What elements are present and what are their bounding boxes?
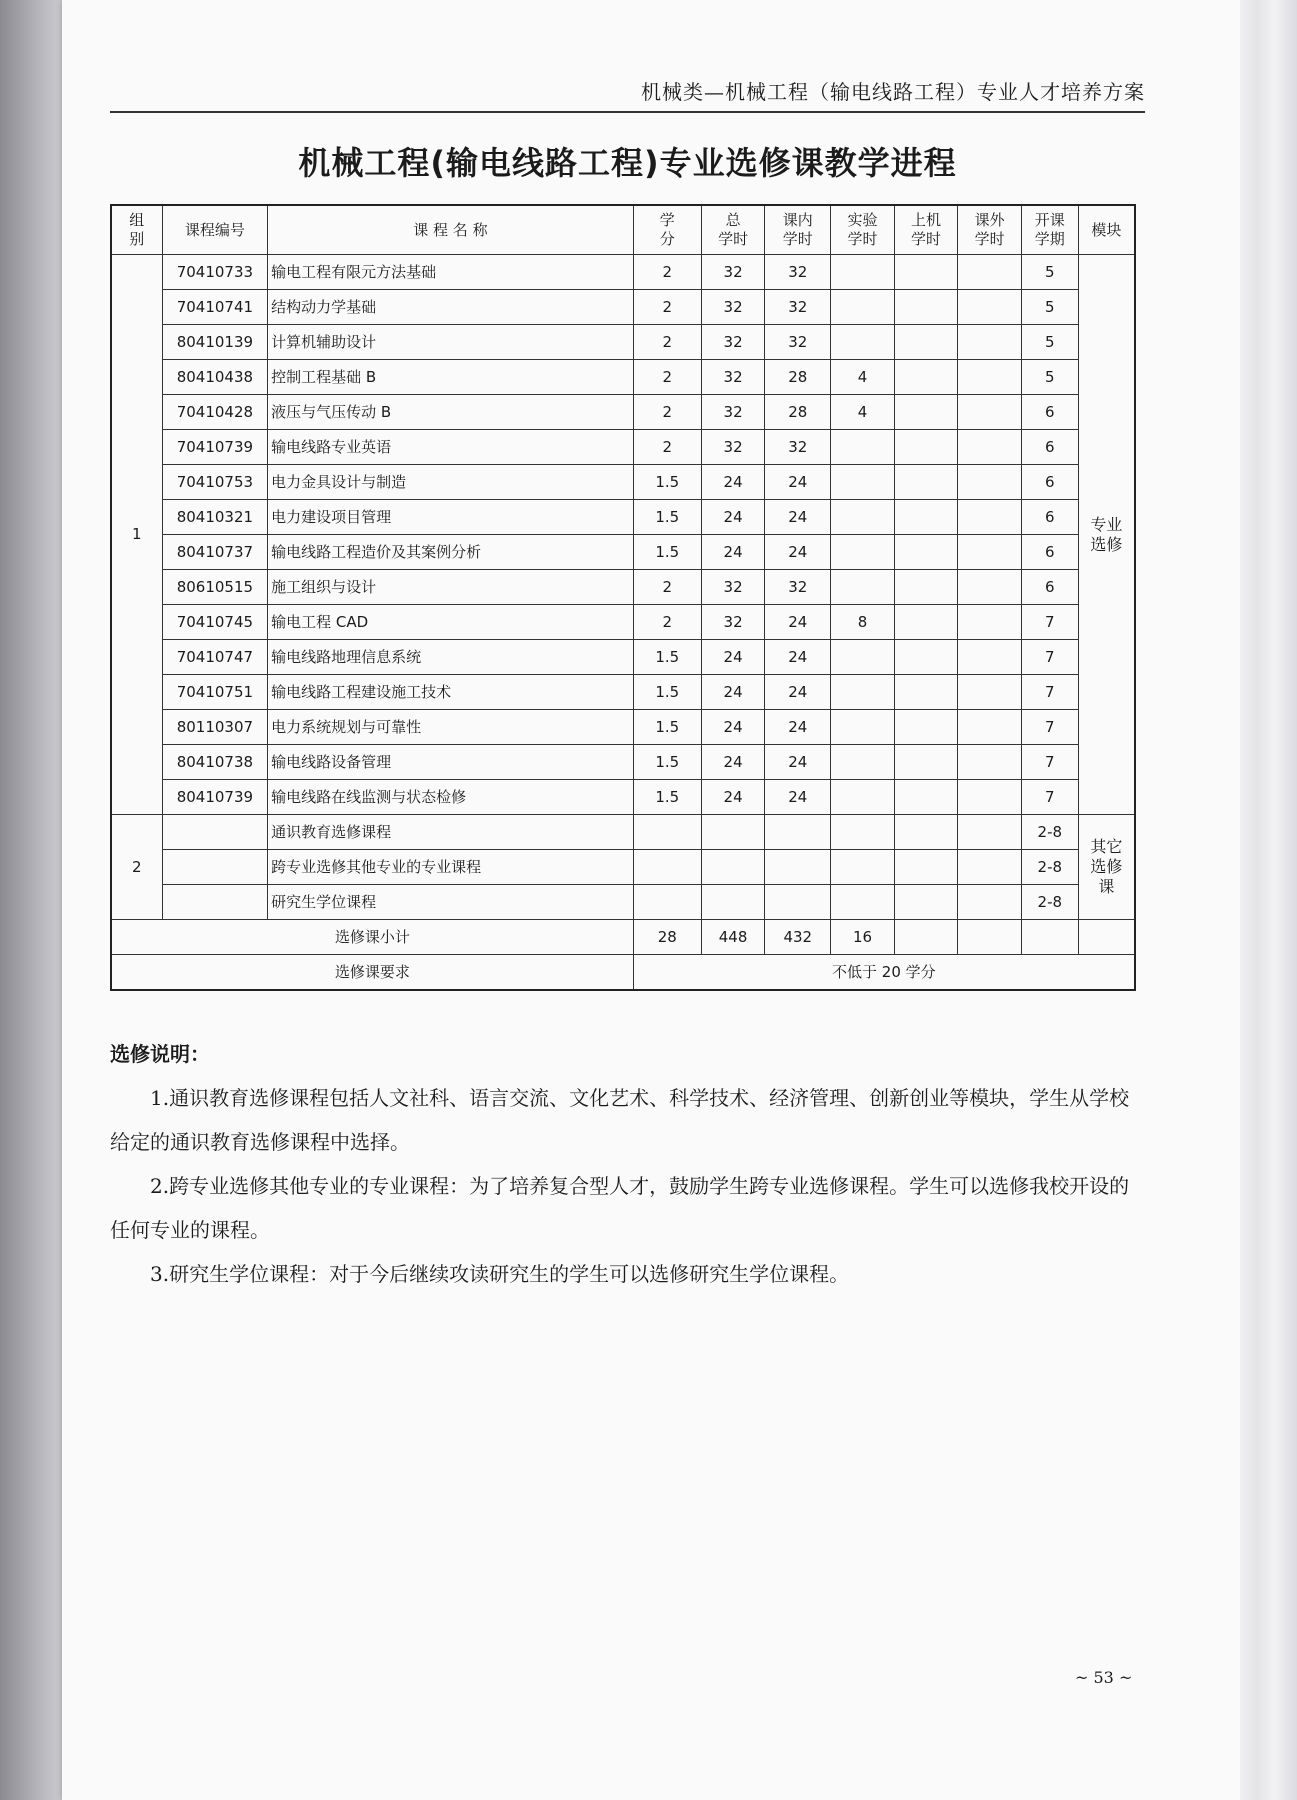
course-name-cell: 控制工程基础 B [268,360,634,395]
table-cell [831,640,895,675]
course-name-cell: 计算机辅助设计 [268,325,634,360]
table-cell [831,535,895,570]
subtotal-cell: 16 [831,920,895,955]
table-cell [831,500,895,535]
table-cell [894,430,958,465]
requirement-label: 选修课要求 [111,955,633,991]
table-cell: 32 [765,430,831,465]
table-cell [894,850,958,885]
column-header: 实验 学时 [831,205,895,255]
table-cell: 2-8 [1021,885,1078,920]
subtotal-cell: 432 [765,920,831,955]
table-cell: 7 [1021,780,1078,815]
table-header-row [111,205,1135,255]
table-cell: 6 [1021,430,1078,465]
table-cell [831,290,895,325]
table-row [111,570,1135,605]
table-cell [958,675,1022,710]
table-row [111,885,1135,920]
table-cell: 6 [1021,465,1078,500]
table-cell: 4 [831,395,895,430]
table-cell: 24 [765,710,831,745]
course-code-cell: 70410751 [162,675,268,710]
table-cell: 24 [701,500,765,535]
table-cell [958,535,1022,570]
course-code-cell: 70410753 [162,465,268,500]
table-row [111,500,1135,535]
table-cell: 2 [633,570,701,605]
course-name-cell: 输电工程有限元方法基础 [268,255,634,290]
course-name-cell: 施工组织与设计 [268,570,634,605]
table-cell [958,850,1022,885]
course-code-cell: 70410747 [162,640,268,675]
table-cell [894,920,958,955]
table-cell [958,570,1022,605]
table-cell: 24 [765,605,831,640]
table-cell: 32 [701,360,765,395]
table-cell: 2 [633,360,701,395]
column-header: 模块 [1078,205,1135,255]
table-cell [958,745,1022,780]
table-cell [894,780,958,815]
table-cell: 2-8 [1021,850,1078,885]
table-cell [894,465,958,500]
table-cell: 32 [765,570,831,605]
table-cell [894,815,958,850]
table-cell [894,535,958,570]
table-row [111,395,1135,430]
table-cell: 6 [1021,570,1078,605]
table-cell: 7 [1021,675,1078,710]
table-row [111,675,1135,710]
table-cell [958,885,1022,920]
table-cell [831,325,895,360]
table-cell: 6 [1021,535,1078,570]
table-cell [958,500,1022,535]
table-cell [958,290,1022,325]
table-cell [958,430,1022,465]
course-code-cell: 80410739 [162,780,268,815]
table-cell [894,570,958,605]
table-cell [831,745,895,780]
table-cell [894,255,958,290]
notes-section [110,1032,1140,1296]
table-cell: 32 [765,255,831,290]
table-cell [894,360,958,395]
table-cell: 2 [633,605,701,640]
table-cell: 24 [701,640,765,675]
table-cell [894,640,958,675]
table-row [111,325,1135,360]
table-cell: 7 [1021,605,1078,640]
table-cell: 7 [1021,640,1078,675]
table-cell: 1.5 [633,675,701,710]
subtotal-cell: 448 [701,920,765,955]
course-name-cell: 输电线路工程建设施工技术 [268,675,634,710]
table-cell: 24 [765,535,831,570]
group-cell: 1 [111,255,162,815]
course-name-cell: 通识教育选修课程 [268,815,634,850]
table-cell: 2 [633,255,701,290]
table-cell [831,430,895,465]
group-cell: 2 [111,815,162,920]
course-code-cell: 80410321 [162,500,268,535]
column-header: 总 学时 [701,205,765,255]
table-cell [894,605,958,640]
table-cell [831,255,895,290]
table-cell: 7 [1021,745,1078,780]
table-cell: 2-8 [1021,815,1078,850]
table-row [111,360,1135,395]
column-header: 组 别 [111,205,162,255]
table-cell: 28 [765,395,831,430]
subtotal-label: 选修课小计 [111,920,633,955]
table-cell: 32 [701,325,765,360]
table-cell: 5 [1021,360,1078,395]
table-cell: 1.5 [633,745,701,780]
table-row [111,745,1135,780]
table-cell: 32 [701,605,765,640]
table-cell: 1.5 [633,780,701,815]
course-code-cell: 80610515 [162,570,268,605]
table-row [111,465,1135,500]
table-cell [633,885,701,920]
requirement-row [111,955,1135,991]
note-item: 1.通识教育选修课程包括人文社科、语言交流、文化艺术、科学技术、经济管理、创新创业等模块，学生从学校给定的通识教育选修课程中选择。 [110,1086,1130,1154]
table-cell [831,465,895,500]
course-code-cell: 80410738 [162,745,268,780]
table-cell [958,815,1022,850]
page-title: 机械工程(输电线路工程)专业选修课教学进程 [298,144,957,182]
table-cell [958,360,1022,395]
column-header: 课内 学时 [765,205,831,255]
course-code-cell: 80410139 [162,325,268,360]
column-header: 课外 学时 [958,205,1022,255]
table-cell: 24 [765,675,831,710]
table-cell [958,465,1022,500]
table-cell: 6 [1021,395,1078,430]
module-cell: 专业 选修 [1078,255,1135,815]
table-cell: 32 [701,570,765,605]
table-cell: 6 [1021,500,1078,535]
table-cell: 1.5 [633,535,701,570]
column-header: 开课 学期 [1021,205,1078,255]
table-cell [831,885,895,920]
table-cell [1021,920,1078,955]
course-name-cell: 结构动力学基础 [268,290,634,325]
table-cell [831,780,895,815]
table-cell: 24 [765,745,831,780]
table-cell [831,570,895,605]
table-cell [958,920,1022,955]
table-cell: 2 [633,325,701,360]
table-cell: 32 [765,325,831,360]
table-row [111,290,1135,325]
table-cell [633,850,701,885]
course-name-cell: 研究生学位课程 [268,885,634,920]
table-cell [701,815,765,850]
course-name-cell: 电力建设项目管理 [268,500,634,535]
table-cell [894,290,958,325]
table-cell: 5 [1021,290,1078,325]
table-cell [633,815,701,850]
table-cell [765,850,831,885]
table-row [111,710,1135,745]
table-cell: 1.5 [633,500,701,535]
table-cell [958,780,1022,815]
page-shadow-left [0,0,70,1800]
course-code-cell: 80410737 [162,535,268,570]
table-cell [765,815,831,850]
table-cell [958,605,1022,640]
course-code-cell: 80410438 [162,360,268,395]
column-header: 学 分 [633,205,701,255]
table-cell [831,850,895,885]
table-row [111,430,1135,465]
table-cell: 32 [701,290,765,325]
course-code-cell: 70410741 [162,290,268,325]
table-cell: 24 [701,535,765,570]
table-cell [958,325,1022,360]
page-number: ~ 53 ~ [1075,1668,1133,1687]
running-header: 机械类—机械工程（输电线路工程）专业人才培养方案 [110,76,1145,113]
course-code-cell [162,885,268,920]
table-cell: 1.5 [633,710,701,745]
table-cell [958,255,1022,290]
table-row [111,255,1135,290]
table-cell: 2 [633,290,701,325]
course-code-cell: 70410733 [162,255,268,290]
course-name-cell: 输电线路地理信息系统 [268,640,634,675]
table-cell: 2 [633,430,701,465]
course-name-cell: 电力金具设计与制造 [268,465,634,500]
table-cell: 5 [1021,325,1078,360]
table-cell [701,885,765,920]
table-cell: 1.5 [633,640,701,675]
table-cell: 24 [765,500,831,535]
table-cell: 32 [701,430,765,465]
table-cell [831,675,895,710]
requirement-value: 不低于 20 学分 [633,955,1135,991]
course-code-cell: 80110307 [162,710,268,745]
table-row [111,535,1135,570]
table-cell: 32 [765,290,831,325]
subtotal-cell: 28 [633,920,701,955]
table-cell [894,710,958,745]
table-cell: 24 [701,675,765,710]
table-cell [831,710,895,745]
page-stack-right [1240,0,1297,1800]
table-cell: 24 [765,780,831,815]
table-row [111,780,1135,815]
course-code-cell: 70410428 [162,395,268,430]
table-row [111,605,1135,640]
table-cell: 32 [701,395,765,430]
course-code-cell: 70410745 [162,605,268,640]
table-row [111,640,1135,675]
table-cell [1078,920,1135,955]
note-item: 2.跨专业选修其他专业的专业课程：为了培养复合型人才，鼓励学生跨专业选修课程。学生可以选修我校开设的任何专业的课程。 [110,1174,1130,1242]
table-cell: 28 [765,360,831,395]
table-cell [831,815,895,850]
notes-heading: 选修说明： [110,1042,210,1066]
table-cell: 1.5 [633,465,701,500]
table-cell: 24 [701,710,765,745]
table-cell [894,675,958,710]
table-cell: 24 [701,745,765,780]
table-cell: 24 [701,780,765,815]
table-cell [765,885,831,920]
table-cell: 2 [633,395,701,430]
course-code-cell: 70410739 [162,430,268,465]
table-cell [894,885,958,920]
module-cell: 其它 选修 课 [1078,815,1135,920]
table-row [111,815,1135,850]
table-cell [958,640,1022,675]
table-cell [894,500,958,535]
column-header: 课程编号 [162,205,268,255]
table-cell: 24 [701,465,765,500]
table-cell [894,745,958,780]
table-cell: 24 [765,465,831,500]
table-cell: 8 [831,605,895,640]
course-name-cell: 输电线路专业英语 [268,430,634,465]
table-cell: 4 [831,360,895,395]
table-row [111,850,1135,885]
table-cell [894,325,958,360]
table-cell: 32 [701,255,765,290]
course-name-cell: 输电线路工程造价及其案例分析 [268,535,634,570]
course-code-cell [162,850,268,885]
table-cell [958,710,1022,745]
table-cell: 5 [1021,255,1078,290]
table-cell [894,395,958,430]
elective-course-table [110,204,1136,991]
course-name-cell: 跨专业选修其他专业的专业课程 [268,850,634,885]
table-cell: 24 [765,640,831,675]
course-name-cell: 电力系统规划与可靠性 [268,710,634,745]
course-name-cell: 输电线路设备管理 [268,745,634,780]
column-header: 课 程 名 称 [268,205,634,255]
note-item: 3.研究生学位课程：对于今后继续攻读研究生的学生可以选修研究生学位课程。 [150,1262,850,1286]
course-name-cell: 液压与气压传动 B [268,395,634,430]
table-cell [958,395,1022,430]
column-header: 上机 学时 [894,205,958,255]
course-code-cell [162,815,268,850]
table-cell [701,850,765,885]
table-cell: 7 [1021,710,1078,745]
course-name-cell: 输电线路在线监测与状态检修 [268,780,634,815]
course-name-cell: 输电工程 CAD [268,605,634,640]
subtotal-row [111,920,1135,955]
